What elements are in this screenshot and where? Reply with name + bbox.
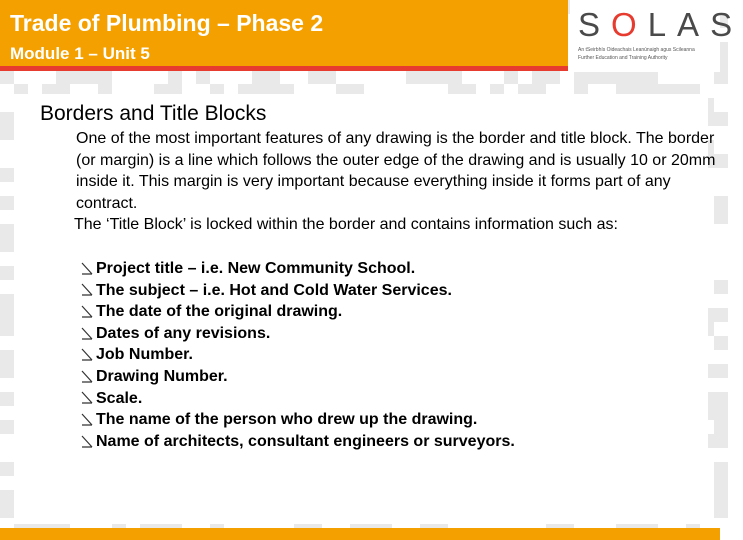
list-item-text: Scale.	[96, 389, 143, 407]
list-item-text: Job Number.	[96, 346, 193, 364]
logo-letter: A	[677, 6, 711, 43]
logo-tagline-english: Further Education and Training Authority	[578, 55, 668, 61]
slide-heading: Borders and Title Blocks	[40, 102, 267, 125]
list-item	[80, 366, 515, 388]
angled-bullet-icon	[80, 282, 94, 298]
angled-bullet-icon	[80, 390, 94, 406]
list-item	[80, 301, 515, 323]
header-banner	[0, 0, 568, 66]
logo-letter-accent: O	[611, 6, 648, 43]
logo-letter: L	[647, 6, 678, 43]
angled-bullet-icon	[80, 347, 94, 363]
logo-wordmark	[578, 6, 743, 44]
list-item-text: Project title – i.e. New Community School.	[96, 260, 416, 277]
module-subtitle: Module 1 – Unit 5	[10, 44, 150, 63]
header-underline	[0, 66, 568, 71]
intro-text	[76, 128, 716, 236]
intro-paragraph-border: One of the most important features of any drawing is the border and title block. The border (or margin) is a line which follows the outer edge of the drawing and is usually 10 or 20mm inside it. This margin is very important because everything inside it forms part of any contract.	[76, 130, 716, 212]
list-item	[80, 323, 515, 345]
list-item-text: Name of architects, consultant engineers or surveyors.	[96, 432, 515, 450]
list-item	[80, 344, 515, 366]
solas-logo	[570, 0, 743, 72]
list-item	[80, 258, 515, 280]
list-item-text: The subject – i.e. Hot and Cold Water Services.	[96, 281, 452, 299]
list-item-text: Drawing Number.	[96, 367, 228, 385]
list-item	[80, 431, 515, 453]
logo-tagline-irish: An tSeirbhís Oideachais Leanúnaigh agus Scileanna	[578, 47, 695, 53]
angled-bullet-icon	[80, 412, 94, 428]
title-block-info-list	[80, 258, 515, 452]
footer-bar	[0, 528, 720, 540]
intro-paragraph-title-block: The ‘Title Block’ is locked within the border and contains information such as:	[74, 216, 618, 233]
list-item	[80, 409, 515, 431]
angled-bullet-icon	[80, 304, 94, 320]
angled-bullet-icon	[80, 369, 94, 385]
logo-letter: S	[578, 6, 612, 43]
list-item	[80, 280, 515, 302]
course-title: Trade of Plumbing – Phase 2	[10, 10, 324, 36]
angled-bullet-icon	[80, 434, 94, 450]
angled-bullet-icon	[80, 326, 94, 342]
list-item-text: The name of the person who drew up the drawing.	[96, 411, 478, 429]
list-item	[80, 388, 515, 410]
list-item-text: Dates of any revisions.	[96, 324, 271, 342]
angled-bullet-icon	[80, 261, 94, 277]
list-item-text: The date of the original drawing.	[96, 303, 343, 321]
logo-letter: S	[710, 6, 743, 43]
